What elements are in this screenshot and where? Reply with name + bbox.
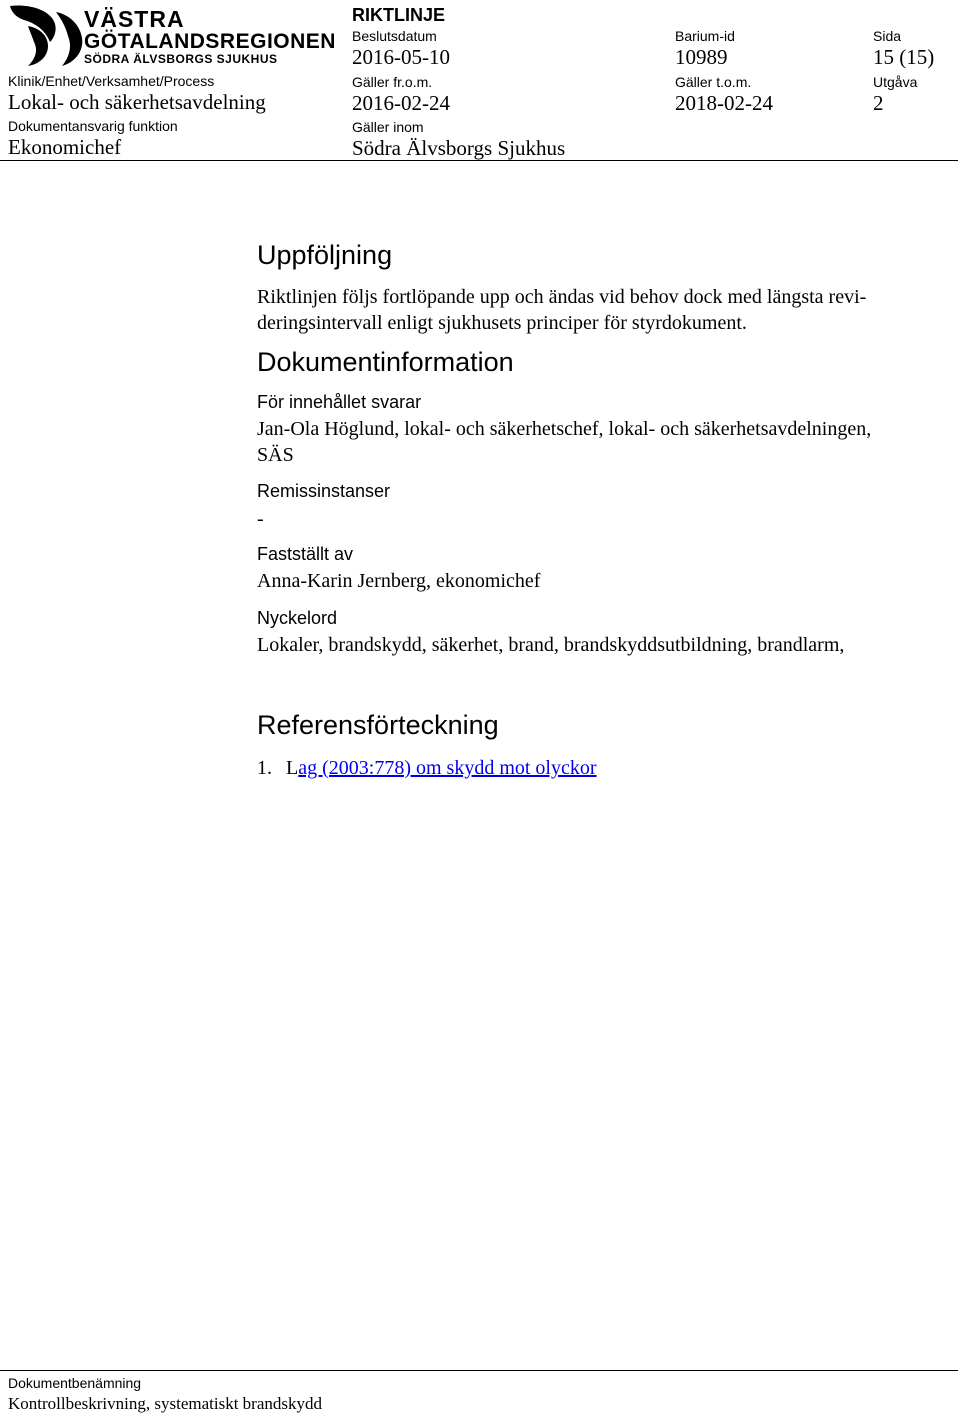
reference-list-item [257, 755, 597, 781]
valid-within-value: Södra Älvsborgs Sjukhus [352, 136, 566, 160]
keywords-label: Nyckelord [257, 608, 338, 628]
organization-logo [0, 0, 336, 70]
document-name-value: Kontrollbeskrivning, systematiskt brandskydd [8, 1394, 323, 1413]
process-value: Lokal- och säkerhetsavdelning [8, 90, 266, 114]
approved-by-label: Fastställt av [257, 544, 354, 564]
footer-divider [0, 1370, 958, 1371]
edition-value: 2 [873, 91, 884, 115]
valid-within-label: Gäller inom [352, 119, 424, 135]
process-label: Klinik/Enhet/Verksamhet/Process [8, 73, 215, 89]
referral-value: - [257, 508, 264, 530]
document-type: RIKTLINJE [352, 5, 446, 25]
valid-from-label: Gäller fr.o.m. [352, 74, 433, 90]
referral-label: Remissinstanser [257, 481, 391, 501]
followup-heading: Uppföljning [257, 240, 393, 270]
edition-label: Utgåva [873, 74, 918, 90]
page-label: Sida [873, 28, 902, 44]
valid-to-label: Gäller t.o.m. [675, 74, 752, 90]
content-responsible-line2: SÄS [257, 444, 294, 466]
reference-link[interactable]: ag (2003:778) om skydd mot olyckor [298, 757, 597, 779]
decision-date-label: Beslutsdatum [352, 28, 437, 44]
reference-first-letter: L [286, 757, 299, 779]
logo-text-line2: GÖTALANDSREGIONEN [84, 30, 336, 53]
header-divider [0, 160, 958, 161]
followup-text-line1: Riktlinjen följs fortlöpande upp och ändas vid behov dock med längsta revi- [257, 286, 867, 308]
approved-by-value: Anna-Karin Jernberg, ekonomichef [257, 570, 541, 592]
content-responsible-label: För innehållet svarar [257, 392, 422, 412]
responsible-function-value: Ekonomichef [8, 135, 122, 159]
valid-to-value: 2018-02-24 [675, 91, 773, 115]
logo-text-line1: VÄSTRA [84, 6, 185, 32]
followup-text-line2: deringsintervall enligt sjukhusets principer för styrdokument. [257, 312, 747, 334]
reference-number: 1. [257, 757, 272, 779]
logo-text-line3: SÖDRA ÄLVSBORGS SJUKHUS [84, 52, 278, 66]
logo-emblem-icon [6, 2, 86, 70]
valid-from-value: 2016-02-24 [352, 91, 450, 115]
page-value: 15 (15) [873, 45, 935, 69]
decision-date-value: 2016-05-10 [352, 45, 450, 69]
docinfo-heading: Dokumentinformation [257, 347, 514, 377]
document-name-label: Dokumentbenämning [8, 1375, 142, 1391]
responsible-function-label: Dokumentansvarig funktion [8, 118, 178, 134]
keywords-value: Lokaler, brandskydd, säkerhet, brand, brandskyddsutbildning, brandlarm, [257, 634, 845, 656]
references-heading: Referensförteckning [257, 710, 499, 740]
content-responsible-line1: Jan-Ola Höglund, lokal- och säkerhetschef, lokal- och säkerhetsavdelningen, [257, 418, 872, 440]
barium-id-label: Barium-id [675, 28, 735, 44]
barium-id-value: 10989 [675, 45, 728, 69]
